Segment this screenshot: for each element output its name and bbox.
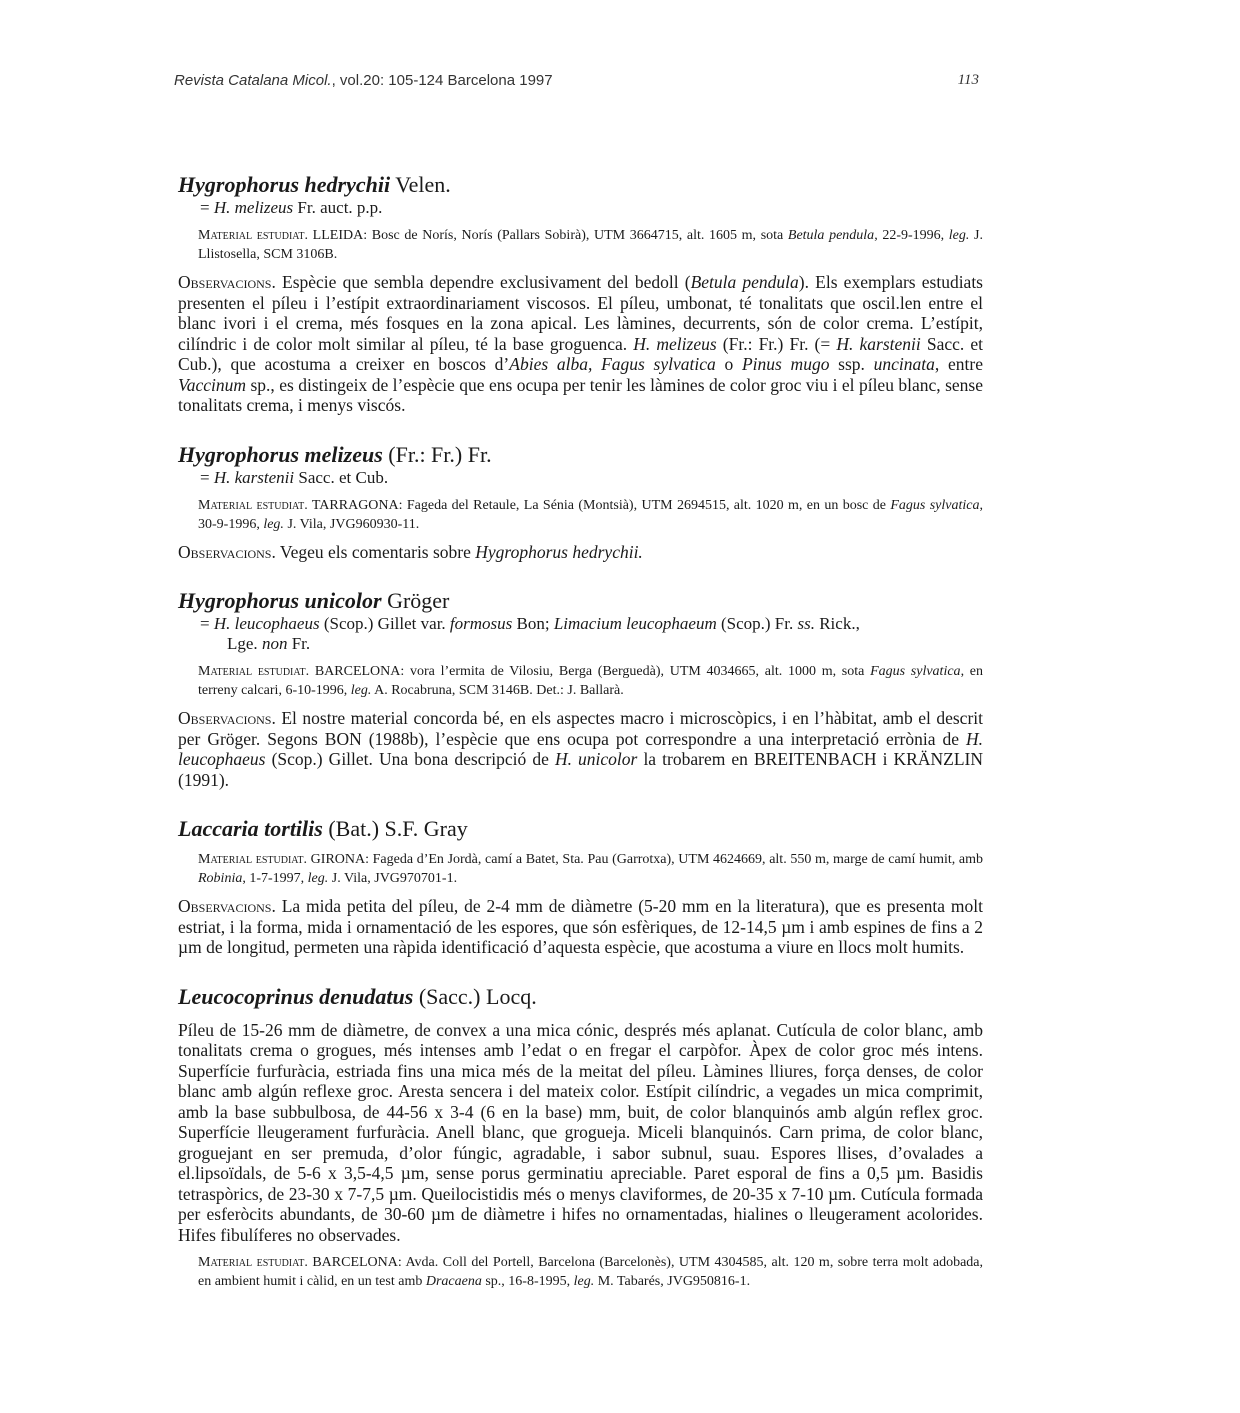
- journal-name: Revista Catalana Micol.: [174, 72, 332, 89]
- observations: Observacions. El nostre material concorda bé, en els aspectes macro i microscòpics, i en l’hàbitat, amb el descrit per Gröger. Segons BON (1988b), l’espècie que ens ocupa pot correspondre a una interpretació errònia de H. leucophaeus (Scop.) Gillet. Una bona descripció de H. unicolor la trobarem en BREITENBACH i KRÄNZLIN (1991).: [178, 708, 983, 790]
- article-body: [178, 172, 983, 1317]
- material-studied: Material estudiat. BARCELONA: vora l’ermita de Vilosiu, Berga (Berguedà), UTM 4034665, alt. 1000 m, sota Fagus sylvatica, en terreny calcari, 6-10-1996, leg. A. Rocabruna, SCM 3146B. Det.: J. Ballarà.: [198, 664, 983, 698]
- running-header: Revista Catalana Micol., vol.20: 105-124 Barcelona 1997 113: [174, 72, 979, 89]
- observations: Observacions. Vegeu els comentaris sobre Hygrophorus hedrychii.: [178, 541, 643, 562]
- species-entry-hygrophorus-unicolor: [178, 588, 983, 790]
- species-title: Laccaria tortilis (Bat.) S.F. Gray: [178, 816, 468, 841]
- species-description: Píleu de 15-26 mm de diàmetre, de convex a una mica cónic, després més aplanat. Cutícula de color blanc, amb tonalitats crema o grogues, més intenses amb l’edat o en fregar el carpòfor. Àpex de color groc més intens. Superfície furfuràcia, estriada fins una mica més de la meitat del píleu. Làmines lliures, força denses, de color blanc amb algún reflexe groc. Aresta sencera i del mateix color. Estípit cilíndric, a vegades un mica comprimit, amb la base subbulbosa, de 44-56 x 3-4 (6 en la base) mm, buit, de color blanquinós amb algún reflex groc. Superfície lleugerament furfuràcia. Anell blanc, que grogueja. Miceli blanquinós. Carn prima, de color blanc, groguejant en ser premuda, d’olor fúngic, agradable, i sabor subnul, suau. Espores llises, d’ovalades a el.lipsoïdals, de 5-6 x 3,5-4,5 µm, sense porus germinatiu apreciable. Paret esporal de fins a 0,5 µm. Basidis tetraspòrics, de 23-30 x 7-7,5 µm. Queilocistidis més o menys claviformes, de 20-35 x 7-10 µm. Cutícula formada per esferòcits abundants, de 30-60 µm de diàmetre i hifes no ornamentadas, hialines o lleugerament acolorides. Hifes fibulíferes no observades.: [178, 1019, 983, 1245]
- material-studied: Material estudiat. LLEIDA: Bosc de Norís, Norís (Pallars Sobirà), UTM 3664715, alt. 1605 m, sota Betula pendula, 22-9-1996, leg. J. Llistosella, SCM 3106B.: [198, 228, 983, 262]
- synonym-line: = H. leucophaeus (Scop.) Gillet var. formosus Bon; Limacium leucophaeum (Scop.) Fr. ss. Rick.,: [200, 614, 860, 633]
- observations: Observacions. Espècie que sembla dependre exclusivament del bedoll (Betula pendula). Els exemplars estudiats presenten el píleu i l’estípit extraordinariament viscosos. El píleu, umbonat, té tonalitats que oscil.len entre el blanc ivori i el crema, més fosques en la zona apical. Les làmines, decurrents, són de color crema. L’estípit, cilíndric i de color molt similar al píleu, té la base groguenca. H. melizeus (Fr.: Fr.) Fr. (= H. karstenii Sacc. et Cub.), que acostuma a creixer en boscos d’Abies alba, Fagus sylvatica o Pinus mugo ssp. uncinata, entre Vaccinum sp., es distingeix de l’espècie que ens ocupa per tenir les làmines de color groc viu i el píleu blanc, sense tonalitats crema, i menys viscós.: [178, 272, 984, 415]
- material-studied: Material estudiat. GIRONA: Fageda d’En Jordà, camí a Batet, Sta. Pau (Garrotxa), UTM 4624669, alt. 550 m, marge de camí humit, amb Robinia, 1-7-1997, leg. J. Vila, JVG970701-1.: [198, 852, 983, 886]
- page-number: 113: [957, 72, 979, 88]
- species-title: Hygrophorus hedrychii Velen.: [178, 172, 451, 197]
- species-entry-leucocoprinus-denudatus: [178, 984, 983, 1292]
- material-studied: Material estudiat. TARRAGONA: Fageda del Retaule, La Sénia (Montsià), UTM 2694515, alt. 1020 m, en un bosc de Fagus sylvatica, 30-9-1996, leg. J. Vila, JVG960930-11.: [198, 497, 983, 532]
- species-title: Hygrophorus unicolor Gröger: [178, 588, 450, 613]
- synonym-line: = H. karstenii Sacc. et Cub.: [200, 467, 389, 487]
- journal-pages: 105-124 Barcelona 1997: [388, 72, 553, 89]
- species-entry-hygrophorus-hedrychii: [178, 172, 983, 416]
- material-studied: Material estudiat. BARCELONA: Avda. Coll del Portell, Barcelona (Barcelonès), UTM 4304585, alt. 120 m, sobre terra molt adobada, en ambient humit i càlid, en un test amb Dracaena sp., 16-8-1995, leg. M. Tabarés, JVG950816-1.: [198, 1255, 983, 1289]
- synonym-line: = H. melizeus Fr. auct. p.p.: [200, 198, 383, 217]
- species-title: Leucocoprinus denudatus (Sacc.) Locq.: [178, 983, 537, 1009]
- synonym-line-cont: Lge. non Fr.: [227, 634, 311, 653]
- species-entry-hygrophorus-melizeus: [178, 442, 983, 563]
- journal-volume: vol.20:: [339, 72, 385, 89]
- observations: Observacions. La mida petita del píleu, de 2-4 mm de diàmetre (5-20 mm en la literatura), que es presenta molt estriat, i la forma, mida i ornamentació de les espores, que són esfèriques, de 12-14,5 µm i amb espines de fins a 2 µm de longitud, permeten una ràpida identificació d’aquesta espècie, que acostuma a viure en llocs molt humits.: [178, 896, 983, 957]
- species-entry-laccaria-tortilis: [178, 816, 983, 958]
- species-title: Hygrophorus melizeus (Fr.: Fr.) Fr.: [178, 441, 492, 467]
